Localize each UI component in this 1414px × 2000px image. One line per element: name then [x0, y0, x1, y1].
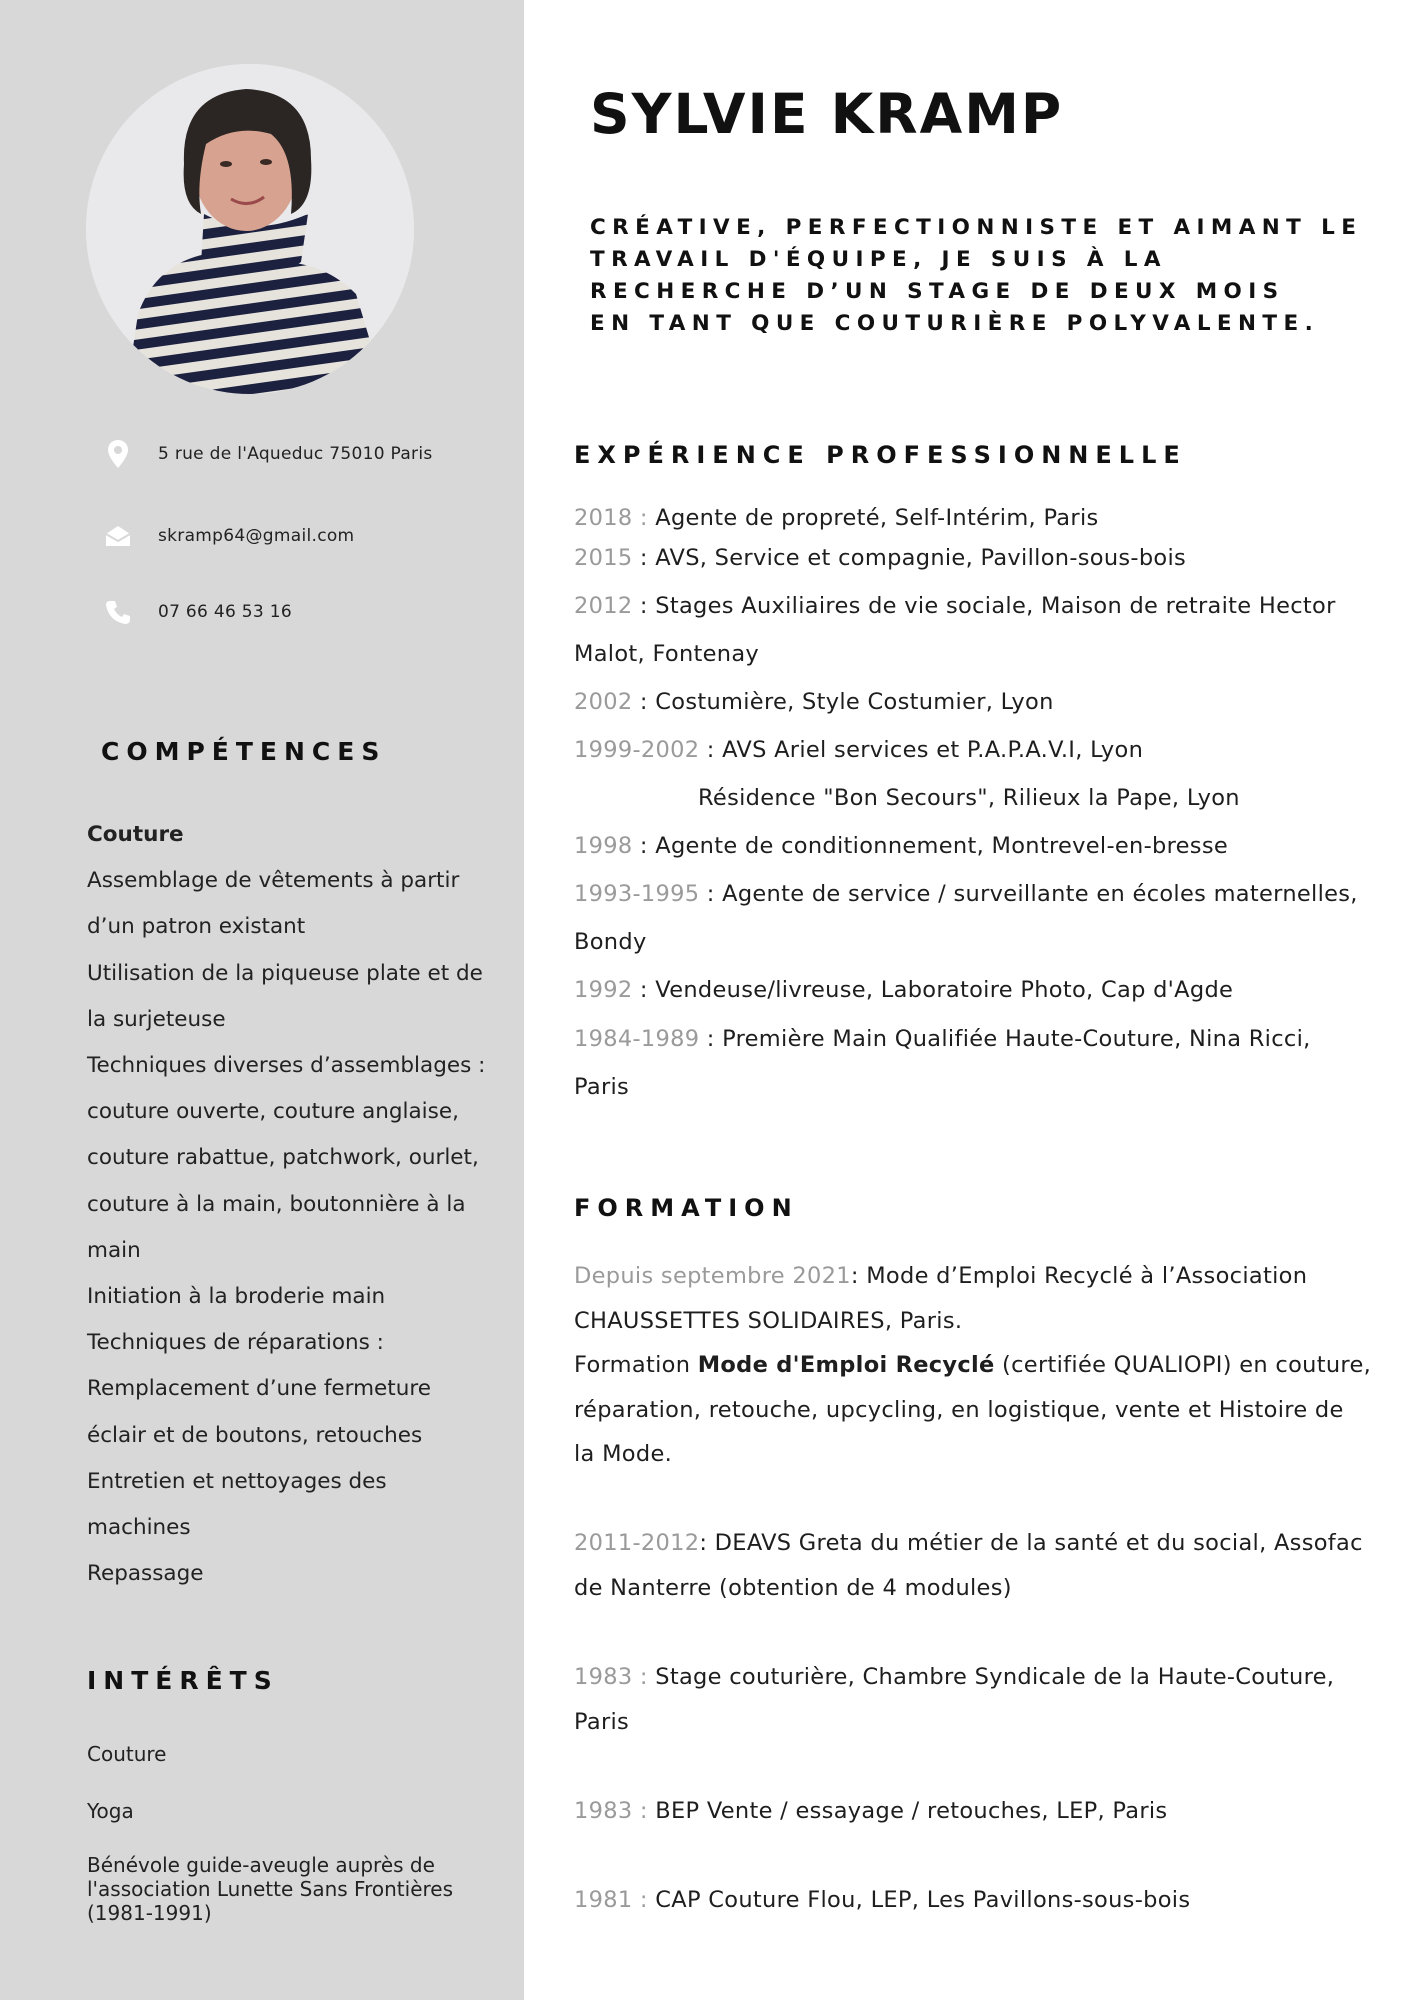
- experience-line: [574, 545, 1186, 571]
- sidebar: [0, 0, 524, 2000]
- formation-line: [574, 1664, 1334, 1690]
- experience-line: [574, 593, 1336, 619]
- experience-year: 1984-1989: [574, 1026, 707, 1052]
- formation-program-name: Mode d'Emploi Recyclé: [697, 1352, 995, 1378]
- experience-heading: EXPÉRIENCE PROFESSIONNELLE: [574, 441, 1187, 469]
- formation-text: Formation: [574, 1352, 698, 1378]
- skill-line: Initiation à la broderie main: [87, 1284, 386, 1310]
- formation-line: Paris: [574, 1709, 630, 1735]
- candidate-name: SYLVIE KRAMP: [590, 82, 1064, 146]
- experience-line: [574, 881, 1358, 907]
- formation-year: Depuis septembre 2021: [574, 1263, 851, 1289]
- experience-year: 2012: [574, 593, 640, 619]
- location-pin-icon: [100, 438, 136, 470]
- email-link[interactable]: skramp64@gmail.com: [158, 526, 355, 546]
- formation-line: [574, 1530, 1363, 1556]
- tagline-line: CRÉATIVE, PERFECTIONNISTE ET AIMANT LE: [590, 215, 1363, 240]
- formation-year: 1983 :: [574, 1798, 656, 1824]
- formation-heading: FORMATION: [574, 1194, 799, 1222]
- experience-line: [574, 1074, 629, 1100]
- formation-text: CAP Couture Flou, LEP, Les Pavillons-sous-bois: [655, 1887, 1191, 1913]
- experience-line: [698, 785, 1240, 811]
- formation-year: 1981 :: [574, 1887, 656, 1913]
- interets-heading: INTÉRÊTS: [87, 1666, 279, 1695]
- experience-year: 1998: [574, 833, 640, 859]
- tagline-line: RECHERCHE D’UN STAGE DE DEUX MOIS: [590, 279, 1285, 304]
- profile-photo: [86, 64, 414, 394]
- experience-text: Résidence "Bon Secours", Rilieux la Pape, Lyon: [698, 785, 1240, 811]
- experience-text: : Agente de conditionnement, Montrevel-en-bresse: [639, 833, 1228, 859]
- tagline-line: TRAVAIL D'ÉQUIPE, JE SUIS À LA: [590, 247, 1167, 272]
- contact-email: [100, 520, 354, 552]
- formation-line: réparation, retouche, upcycling, en logistique, vente et Histoire de: [574, 1397, 1344, 1423]
- competences-list: [87, 812, 487, 1597]
- experience-text: Agente de propreté, Self-Intérim, Paris: [655, 505, 1099, 531]
- experience-year: 1992: [574, 977, 640, 1003]
- formation-line: CHAUSSETTES SOLIDAIRES, Paris.: [574, 1308, 963, 1334]
- skill-line: d’un patron existant: [87, 914, 306, 940]
- skill-line: Assemblage de vêtements à partir: [87, 868, 460, 894]
- formation-year: 2011-2012: [574, 1530, 700, 1556]
- contact-address: [100, 438, 433, 470]
- experience-year: 2015: [574, 545, 640, 571]
- skill-line: Entretien et nettoyages des: [87, 1468, 387, 1494]
- volunteer-line: (1981-1991): [87, 1901, 212, 1925]
- experience-text: : Première Main Qualifiée Haute-Couture, Nina Ricci,: [706, 1026, 1311, 1052]
- profile-tagline: [590, 212, 1362, 340]
- experience-year: 2018 :: [574, 505, 656, 531]
- skill-line: main: [87, 1237, 141, 1263]
- skill-line: Utilisation de la piqueuse plate et de: [87, 960, 483, 986]
- interest-item: Yoga: [87, 1799, 134, 1823]
- phone-icon: [100, 596, 136, 628]
- skill-line: Couture: [87, 822, 184, 847]
- experience-line: [574, 641, 759, 667]
- experience-line: [574, 505, 1099, 531]
- formation-line: [574, 1887, 1190, 1913]
- skill-line: Techniques diverses d’assemblages :: [87, 1053, 486, 1079]
- experience-year: 2002: [574, 689, 640, 715]
- address-text: 5 rue de l'Aqueduc 75010 Paris: [158, 444, 433, 464]
- skill-line: éclair et de boutons, retouches: [87, 1422, 423, 1448]
- formation-text: BEP Vente / essayage / retouches, LEP, Paris: [655, 1798, 1168, 1824]
- experience-text: : Costumière, Style Costumier, Lyon: [639, 689, 1054, 715]
- skill-line: Remplacement d’une fermeture: [87, 1376, 431, 1402]
- formation-line: la Mode.: [574, 1441, 673, 1467]
- experience-line: [574, 737, 1143, 763]
- contact-phone: [100, 596, 292, 628]
- interest-volunteer: [87, 1853, 487, 1925]
- experience-line: [574, 833, 1228, 859]
- competences-heading: COMPÉTENCES: [101, 737, 387, 766]
- experience-year: 1993-1995: [574, 881, 707, 907]
- experience-line: [574, 1026, 1311, 1052]
- volunteer-line: Bénévole guide-aveugle auprès de: [87, 1853, 435, 1877]
- envelope-icon: [100, 520, 136, 552]
- experience-year: 1999-2002: [574, 737, 707, 763]
- skill-line: la surjeteuse: [87, 1006, 226, 1032]
- experience-text: : Vendeuse/livreuse, Laboratoire Photo, Cap d'Agde: [639, 977, 1234, 1003]
- portrait-image: [86, 64, 414, 394]
- formation-text: Stage couturière, Chambre Syndicale de la Haute-Couture,: [655, 1664, 1335, 1690]
- experience-text: : Agente de service / surveillante en écoles maternelles,: [706, 881, 1358, 907]
- formation-text: : DEAVS Greta du métier de la santé et du social, Assofac: [699, 1530, 1363, 1556]
- experience-line: [574, 977, 1233, 1003]
- experience-text: : Stages Auxiliaires de vie sociale, Maison de retraite Hector: [639, 593, 1336, 619]
- formation-year: 1983 :: [574, 1664, 656, 1690]
- experience-text: Malot, Fontenay: [574, 641, 760, 667]
- phone-text: 07 66 46 53 16: [158, 602, 292, 622]
- formation-line: [574, 1263, 1307, 1289]
- volunteer-line: l'association Lunette Sans Frontières: [87, 1877, 454, 1901]
- formation-line: [574, 1798, 1167, 1824]
- formation-text: (certifiée QUALIOPI) en couture,: [994, 1352, 1372, 1378]
- experience-text: : AVS, Service et compagnie, Pavillon-sous-bois: [639, 545, 1187, 571]
- tagline-line: EN TANT QUE COUTURIÈRE POLYVALENTE.: [590, 311, 1320, 336]
- interest-item: Couture: [87, 1742, 167, 1766]
- skill-line: Techniques de réparations :: [87, 1330, 384, 1356]
- experience-line: [574, 929, 647, 955]
- formation-line: de Nanterre (obtention de 4 modules): [574, 1575, 1012, 1601]
- skill-line: couture ouverte, couture anglaise,: [87, 1099, 459, 1125]
- formation-text: : Mode d’Emploi Recyclé à l’Association: [850, 1263, 1308, 1289]
- formation-line: [574, 1352, 1371, 1378]
- skill-line: machines: [87, 1515, 191, 1541]
- experience-text: Bondy: [574, 929, 647, 955]
- skill-line: couture à la main, boutonnière à la: [87, 1191, 466, 1217]
- skill-line: Repassage: [87, 1561, 204, 1587]
- skill-line: couture rabattue, patchwork, ourlet,: [87, 1145, 479, 1171]
- experience-line: [574, 689, 1054, 715]
- experience-text: Paris: [574, 1074, 630, 1100]
- experience-text: : AVS Ariel services et P.A.P.A.V.I, Lyon: [706, 737, 1144, 763]
